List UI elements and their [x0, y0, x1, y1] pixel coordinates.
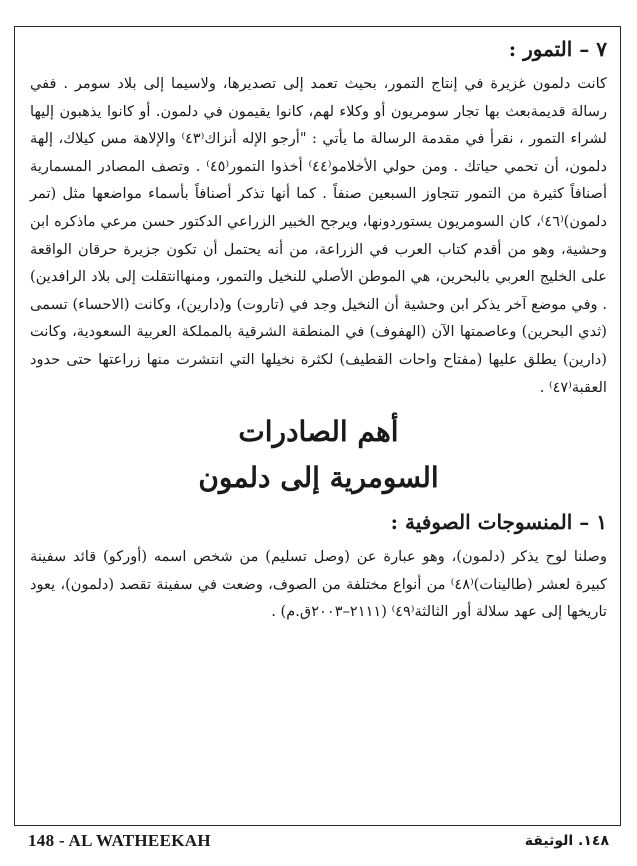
section-paragraph-dates: كانت دلمون غزيرة في إنتاج التمور، بحيث تعمد إلى تصديرها، ولاسيما إلى بلاد سومر . ففي رسالة قديمةبعث بها تجار سومريون أو وكلاء لهم، كانوا يقيمون في دلمون. أو كانوا يذهبون إليها لشراء التمور ، نقرأ في مقدمة الرسالة ما يأتي : "أرجو الإله أنزاك⁽٤٣⁾ والإلاهة مس كيلاك، إلهة دلمون، أن تحمي حياتك . ومن حولي الأخلامو⁽٤٤⁾ أخذوا التمور⁽٤٥⁾ . وتصف المصادر المسمارية أصنافاً كثيرة من التمور تتجاوز السبعين صنفاً . كما أنها تذكر أصنافاً بأسماء مواضعها مثل (تمر دلمون)⁽٤٦⁾، كان السومريون يستوردونها، ويرجح الخبير الزراعي الدكتور حسن مرعي ماذكره ابن وحشية، وهو من أقدم كتاب العرب في الزراعة، من أنه يحتمل أن تكون جزيرة حرقان الواقعة على الخليج العربي بالبحرين، هي الموطن الأصلي للنخيل والتمور، ومنهاانتقلت إلى بلاد الرافدين) . وفي موضع آخر يذكر ابن وحشية أن النخيل وجد في (تاروت) و(دارين)، وكانت (الاحساء) تسمى (ثدي البحرين) وعاصمتها الآن (الهفوف) في المنطقة الشرقية بالمملكة العربية السعودية، وكانت (دارين) يطلق عليها (مفتاح واحات القطيف) لكثرة نخيلها التي انتشرت منها زراعتها حتى حدود العقبة⁽٤٧⁾ . — [30, 75, 607, 396]
main-title-line-2: السومرية إلى دلمون — [198, 461, 439, 495]
article-body — [30, 34, 607, 856]
section-heading-dates: ٧ – التمور : — [508, 37, 607, 61]
footer-page-label-latin: 148 - AL WATHEEKAH — [28, 831, 211, 850]
main-title-block — [30, 409, 607, 501]
footer-page-label-arabic: ١٤٨. الوثيقة — [524, 833, 609, 849]
page-footer — [28, 828, 609, 854]
section-heading-wool: ١ – المنسوجات الصوفية : — [390, 510, 607, 535]
section-paragraph-wool: وصلنا لوح يذكر (دلمون)، وهو عبارة عن (وصل تسليم) من شخص اسمه (أوركو) قائد سفينة كبيرة لعشر (طالينات)⁽٤٨⁾ من أنواع مختلفة من الصوف، وضعت في سفينة تقصد (دلمون)، يعود تاريخها إلى عهد سلالة أور الثالثة⁽٤٩⁾ (٢١١١–٢٠٠٣ق.م) . — [30, 548, 607, 621]
main-title-line-1: أهم الصادرات — [238, 415, 399, 449]
